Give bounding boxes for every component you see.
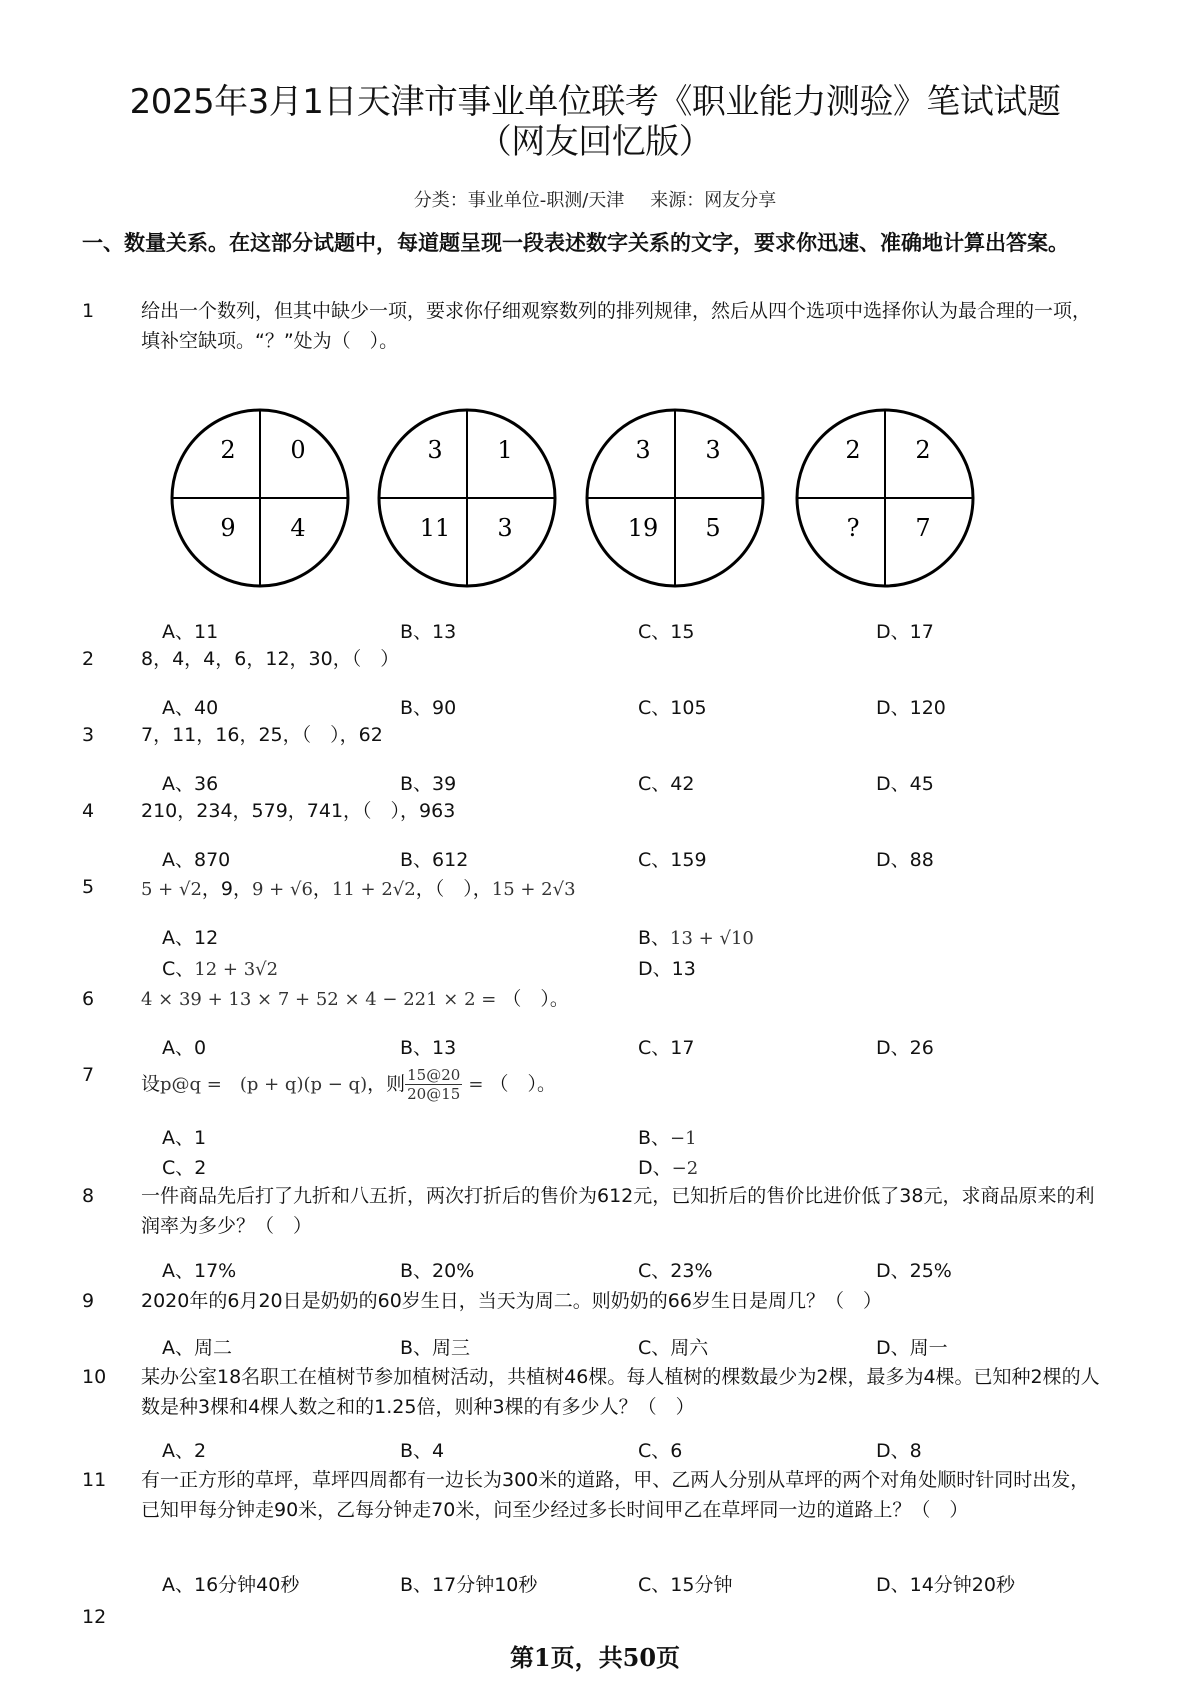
circle-4-bottom-left: ? (846, 514, 860, 542)
circle-1-top-left: 2 (220, 436, 236, 464)
option-b[interactable] (638, 1123, 697, 1150)
question-text: 一件商品先后打了九折和八五折，两次打折后的售价为612元，已知折后的售价比进价低了38元，求商品原来的利润率为多少？（ ） (141, 1185, 1095, 1237)
option-d[interactable] (638, 1153, 698, 1180)
question-number: 9 (82, 1290, 95, 1312)
option-c[interactable]: C、42 (638, 773, 695, 795)
circle-2-top-right: 1 (497, 436, 513, 464)
option-b[interactable] (638, 923, 754, 950)
option-a[interactable]: A、周二 (162, 1337, 232, 1359)
source-label: 来源：网友分享 (650, 190, 777, 211)
operator-definition: p@q = (p + q)(p − q) (160, 1074, 368, 1095)
option-a[interactable]: A、17% (162, 1260, 237, 1282)
option-c[interactable]: C、105 (638, 697, 707, 719)
title-line-2: （网友回忆版） (477, 122, 713, 162)
option-d[interactable]: D、8 (876, 1440, 922, 1462)
option-c-math: 12 + 3√2 (194, 959, 279, 980)
question-number: 12 (82, 1606, 107, 1628)
option-c[interactable]: C、2 (162, 1157, 207, 1179)
meta-line (0, 186, 1190, 212)
option-d[interactable]: D、17 (876, 621, 934, 643)
circle-2-bottom-left: 11 (419, 514, 451, 542)
option-c[interactable]: C、17 (638, 1037, 695, 1059)
equals-sign: = (468, 1074, 484, 1095)
option-c[interactable]: C、159 (638, 849, 707, 871)
question-text: 7，11，16，25，（ ），62 (141, 724, 383, 746)
option-b-math: 13 + √10 (670, 928, 754, 949)
option-a[interactable]: A、12 (162, 927, 219, 949)
circle-2-bottom-right: 3 (497, 514, 513, 542)
sequence-blank: ，（ ）， (415, 878, 492, 900)
question-text (141, 1064, 1101, 1105)
option-c[interactable]: C、15分钟 (638, 1574, 733, 1596)
title-line-1: 2025年3月1日天津市事业单位联考《职业能力测验》笔试试题 (129, 82, 1061, 122)
question-text (141, 984, 1101, 1015)
option-d-math: −2 (671, 1158, 699, 1179)
question-number: 3 (82, 724, 95, 746)
question-number: 10 (82, 1366, 107, 1388)
circle-4-top-right: 2 (915, 436, 931, 464)
circle-4 (797, 410, 973, 586)
option-b[interactable]: B、20% (400, 1260, 475, 1282)
option-d[interactable]: D、25% (876, 1260, 952, 1282)
sequence-term-3: 9 + √6 (252, 879, 313, 900)
option-c[interactable]: C、15 (638, 621, 695, 643)
option-a[interactable]: A、0 (162, 1037, 207, 1059)
fraction-numerator: 15@20 (407, 1066, 461, 1084)
circle-3-top-left: 3 (635, 436, 651, 464)
circle-1 (172, 410, 348, 586)
question-number: 5 (82, 876, 95, 898)
number-circles-figure (170, 400, 990, 600)
question-text: 210，234，579，741，（ ），963 (141, 800, 456, 822)
option-d[interactable]: D、45 (876, 773, 934, 795)
question-text: 某办公室18名职工在植树节参加植树活动，共植树46棵。每人植树的棵数最少为2棵，最多为4棵。已知种2棵的人数是种3棵和4棵人数之和的1.25倍，则种3棵的有多少人？（ ） (141, 1366, 1100, 1418)
option-d[interactable]: D、120 (876, 697, 946, 719)
option-b[interactable]: B、612 (400, 849, 469, 871)
circle-2-top-left: 3 (427, 436, 443, 464)
option-b[interactable]: B、13 (400, 1037, 457, 1059)
circle-4-bottom-right: 7 (915, 514, 931, 542)
circle-4-top-left: 2 (845, 436, 861, 464)
fraction-denominator: 20@15 (407, 1085, 461, 1103)
option-b-label: B、 (638, 1127, 671, 1149)
circle-3-bottom-right: 5 (705, 514, 721, 542)
page-title (0, 82, 1190, 162)
option-c[interactable]: C、23% (638, 1260, 713, 1282)
option-a[interactable]: A、870 (162, 849, 231, 871)
prefix: 设 (141, 1073, 161, 1095)
circle-3-top-right: 3 (705, 436, 721, 464)
option-c[interactable]: C、周六 (638, 1337, 709, 1359)
circle-3 (587, 410, 763, 586)
circle-3-bottom-left: 19 (627, 514, 659, 542)
option-a[interactable]: A、11 (162, 621, 219, 643)
fraction (405, 1066, 462, 1103)
option-b[interactable]: B、13 (400, 621, 457, 643)
circle-2 (379, 410, 555, 586)
page-footer: 第1页，共50页 (509, 1643, 681, 1672)
circle-1-top-right: 0 (290, 436, 306, 464)
option-a[interactable]: A、40 (162, 697, 219, 719)
question-number: 4 (82, 800, 95, 822)
answer-blank: （ ）。 (489, 1073, 557, 1095)
sequence-separator: ，9， (201, 878, 252, 900)
option-d[interactable]: D、周一 (876, 1337, 948, 1359)
question-text: 2020年的6月20日是奶奶的60岁生日，当天为周二。则奶奶的66岁生日是周几？（ ） (141, 1290, 882, 1312)
question-number: 11 (82, 1469, 107, 1491)
option-b[interactable]: B、4 (400, 1440, 445, 1462)
category-label: 分类：事业单位-职测/天津 (413, 190, 625, 211)
option-b[interactable]: B、39 (400, 773, 457, 795)
circle-1-bottom-right: 4 (290, 514, 306, 542)
question-text: 8，4，4，6，12，30，（ ） (141, 648, 400, 670)
sequence-term-4: 11 + 2√2 (331, 879, 416, 900)
option-c-label: C、 (162, 958, 195, 980)
option-b[interactable]: B、90 (400, 697, 457, 719)
option-a[interactable]: A、1 (162, 1127, 207, 1149)
option-a[interactable]: A、2 (162, 1440, 207, 1462)
expression: 4 × 39 + 13 × 7 + 52 × 4 − 221 × 2 = (141, 989, 497, 1010)
circle-1-bottom-left: 9 (220, 514, 236, 542)
question-text: 有一正方形的草坪，草坪四周都有一边长为300米的道路，甲、乙两人分别从草坪的两个对角处顺时针同时出发，已知甲每分钟走90米，乙每分钟走70米，问至少经过多长时间甲乙在草坪同一边的道路上？（ ） (141, 1469, 1090, 1521)
sequence-term-6: 15 + 2√3 (491, 879, 576, 900)
option-c[interactable]: C、6 (638, 1440, 683, 1462)
question-number: 6 (82, 988, 95, 1010)
question-number: 7 (82, 1064, 95, 1086)
question-text (141, 874, 1101, 905)
option-b[interactable]: B、周三 (400, 1337, 471, 1359)
connector: ，则 (367, 1073, 406, 1095)
option-d[interactable]: D、14分钟20秒 (876, 1574, 1015, 1596)
sequence-comma: ， (312, 878, 332, 900)
question-number: 8 (82, 1185, 95, 1207)
option-b-label: B、 (638, 927, 671, 949)
answer-blank: （ ）。 (502, 988, 569, 1010)
option-d-label: D、 (638, 1157, 672, 1179)
option-d[interactable]: D、88 (876, 849, 934, 871)
question-number: 1 (82, 300, 95, 322)
option-a[interactable]: A、36 (162, 773, 219, 795)
section-heading: 一、数量关系。在这部分试题中，每道题呈现一段表述数字关系的文字，要求你迅速、准确地计算出答案。 (82, 231, 1069, 255)
option-d[interactable]: D、26 (876, 1037, 934, 1059)
question-text: 给出一个数列，但其中缺少一项，要求你仔细观察数列的排列规律，然后从四个选项中选择你认为最合理的一项，填补空缺项。“？”处为（ ）。 (141, 300, 1092, 352)
option-a[interactable]: A、16分钟40秒 (162, 1574, 300, 1596)
question-number: 2 (82, 648, 95, 670)
option-b[interactable]: B、17分钟10秒 (400, 1574, 538, 1596)
sequence-term-1: 5 + √2 (141, 879, 202, 900)
option-b-math: −1 (670, 1128, 697, 1149)
option-c[interactable] (162, 954, 278, 981)
option-d[interactable]: D、13 (638, 958, 696, 980)
